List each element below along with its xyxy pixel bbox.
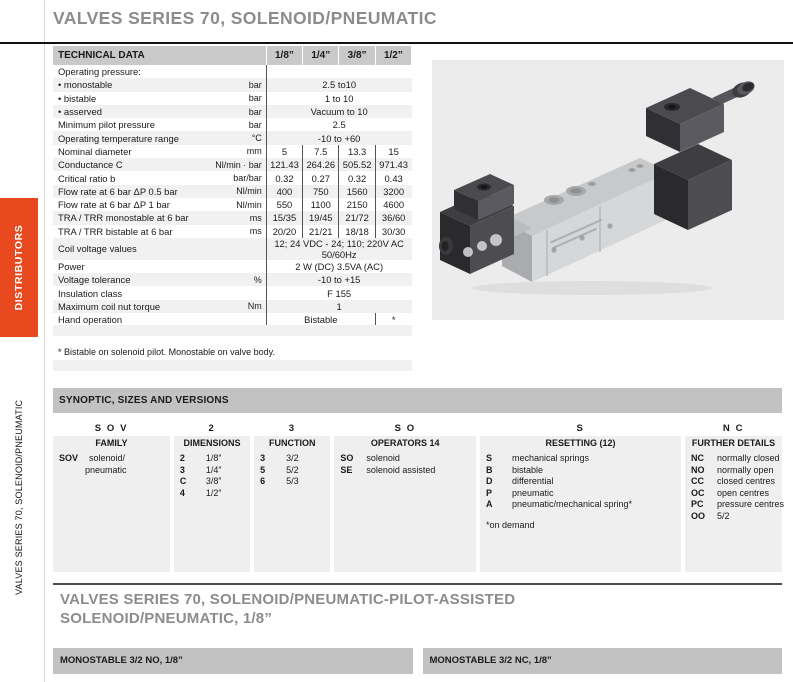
technical-data-note: * Bistable on solenoid pilot. Monostable on valve body. xyxy=(53,345,417,360)
row-value: 21/72 xyxy=(339,211,375,224)
row-value-span: -10 to +60 xyxy=(266,131,411,144)
row-value: 4600 xyxy=(375,198,411,211)
row-label: Critical ratio b xyxy=(53,171,215,184)
row-label: Power xyxy=(53,260,215,273)
bottom-title-line-2: SOLENOID/PNEUMATIC, 1/8” xyxy=(60,610,273,627)
synoptic-column-body xyxy=(480,450,681,572)
row-value: 13.3 xyxy=(339,145,375,158)
row-value: 400 xyxy=(266,185,302,198)
row-value: 30/30 xyxy=(375,225,411,238)
item-code: B xyxy=(485,464,493,475)
list-item xyxy=(480,465,681,477)
synoptic-header xyxy=(53,388,782,413)
subsection-bar-1 xyxy=(53,648,413,674)
item-code: SOV xyxy=(59,453,79,463)
subsection-bar-2 xyxy=(423,648,783,674)
table-bottom-filler-2 xyxy=(53,360,412,371)
list-item xyxy=(254,453,330,465)
row-value-blank xyxy=(266,65,411,78)
table-row xyxy=(53,105,412,118)
synoptic-column-body xyxy=(53,450,170,572)
table-row xyxy=(53,185,412,198)
item-code: C xyxy=(179,476,187,486)
row-value: 0.27 xyxy=(303,171,339,184)
item-label: bistable xyxy=(511,464,543,475)
row-value: 15 xyxy=(375,145,411,158)
table-bottom-filler xyxy=(53,325,412,336)
list-item xyxy=(480,476,681,488)
list-item xyxy=(254,476,330,488)
item-code: D xyxy=(485,476,493,486)
item-label: 1/2” xyxy=(205,487,222,498)
subsection-bar-label: MONOSTABLE 3/2 NC, 1/8” xyxy=(429,655,552,666)
item-code: 5 xyxy=(260,464,266,475)
item-label: pneumatic/mechanical spring* xyxy=(511,499,633,509)
row-label: • monostable xyxy=(53,78,215,91)
row-label: TRA / TRR monostable at 6 bar xyxy=(53,211,215,224)
table-row xyxy=(53,260,412,273)
item-label: 5/2 xyxy=(286,464,299,475)
row-value-span: F 155 xyxy=(266,286,411,299)
item-code: CC xyxy=(691,476,704,486)
synoptic-code: S O xyxy=(334,421,476,436)
synoptic-column-4 xyxy=(334,421,476,569)
item-label: 5/2 xyxy=(717,510,730,521)
solenoid-valve-illustration xyxy=(432,60,784,320)
row-unit: Nl/min xyxy=(215,185,266,198)
row-value-span: 1 xyxy=(266,300,411,313)
synoptic-column-name: OPERATORS 14 xyxy=(334,436,476,450)
list-item xyxy=(685,499,785,511)
item-label: open centres xyxy=(717,487,770,498)
synoptic-column-name: DIMENSIONS xyxy=(174,436,250,450)
table-row xyxy=(53,238,412,260)
item-code: 4 xyxy=(179,487,185,498)
item-code: 6 xyxy=(260,476,266,486)
item-code: PC xyxy=(691,499,704,509)
row-value: 505.52 xyxy=(339,158,375,171)
row-unit: mm xyxy=(215,145,266,158)
row-value: 121.43 xyxy=(266,158,302,171)
rail-vertical-title xyxy=(0,345,38,595)
row-value-span: Vacuum to 10 xyxy=(266,105,411,118)
table-row xyxy=(53,286,412,299)
list-item xyxy=(334,465,476,477)
row-value: 0.32 xyxy=(339,171,375,184)
row-value: 971.43 xyxy=(375,158,411,171)
synoptic-column-body xyxy=(174,450,250,572)
row-value: 2150 xyxy=(339,198,375,211)
item-label: solenoid assisted xyxy=(366,464,436,475)
row-value: 750 xyxy=(303,185,339,198)
item-label: pneumatic xyxy=(511,487,554,498)
row-value: 0.32 xyxy=(266,171,302,184)
item-label: 1/4” xyxy=(205,464,222,475)
table-row xyxy=(53,171,412,184)
synoptic-code: S xyxy=(480,421,681,436)
row-value-span: 1 to 10 xyxy=(266,92,411,105)
item-label: normally closed xyxy=(717,453,780,463)
synoptic-column-name: FUNCTION xyxy=(254,436,330,450)
row-label: Flow rate at 6 bar ΔP 0.5 bar xyxy=(53,185,215,198)
size-column-header-1: 1/8” xyxy=(266,46,302,65)
synoptic-footnote: *on demand xyxy=(485,519,535,530)
table-row xyxy=(53,273,412,286)
synoptic-column-body xyxy=(334,450,476,572)
table-row xyxy=(53,92,412,105)
row-unit: bar xyxy=(215,118,266,131)
item-code: OO xyxy=(691,510,706,521)
row-value-span: 12; 24 VDC - 24; 110; 220V AC 50/60Hz xyxy=(266,238,411,260)
distributors-label: DISTRIBUTORS xyxy=(13,224,25,311)
item-code: A xyxy=(485,499,493,509)
synoptic-column-body xyxy=(685,450,785,572)
synoptic-header-label: SYNOPTIC, SIZES AND VERSIONS xyxy=(59,395,229,406)
list-item xyxy=(685,465,782,477)
row-value-footnote: * xyxy=(375,313,411,326)
row-unit xyxy=(215,65,266,78)
row-value-span: -10 to +15 xyxy=(266,273,411,286)
item-label: solenoid/ xyxy=(89,453,126,463)
row-value: 264.26 xyxy=(303,158,339,171)
synoptic-column-name: FAMILY xyxy=(53,436,170,450)
item-label: 1/8” xyxy=(205,453,222,463)
row-unit: ms xyxy=(215,225,266,238)
synoptic-column-6 xyxy=(685,421,785,569)
list-item xyxy=(480,453,681,465)
item-label: mechanical springs xyxy=(511,453,590,463)
item-code: 3 xyxy=(179,464,185,475)
table-row xyxy=(53,300,412,313)
row-label: Flow rate at 6 bar ΔP 1 bar xyxy=(53,198,215,211)
row-value: 1560 xyxy=(339,185,375,198)
row-value: 19/45 xyxy=(303,211,339,224)
row-unit: % xyxy=(215,273,266,286)
size-column-header-2: 1/4” xyxy=(303,46,339,65)
row-label: Operating temperature range xyxy=(53,131,215,144)
item-code: 2 xyxy=(179,453,185,463)
row-value: 1100 xyxy=(303,198,339,211)
row-unit: ms xyxy=(215,211,266,224)
row-value: 36/60 xyxy=(375,211,411,224)
row-label: Insulation class xyxy=(53,286,215,299)
table-row xyxy=(53,65,412,78)
synoptic-column-5 xyxy=(480,421,681,569)
list-item xyxy=(254,465,330,477)
top-divider xyxy=(0,42,793,44)
technical-data-header-label: TECHNICAL DATA xyxy=(53,46,266,65)
list-item xyxy=(685,476,782,488)
row-value: 21/21 xyxy=(303,225,339,238)
item-code: NO xyxy=(691,464,705,475)
row-label: • asserved xyxy=(53,105,215,118)
synoptic-column-body xyxy=(254,450,330,572)
technical-data-table xyxy=(53,46,412,326)
list-item xyxy=(685,488,782,500)
list-item xyxy=(334,453,476,465)
row-unit: bar/bar xyxy=(215,171,266,184)
bottom-subsection-bars xyxy=(53,648,782,674)
row-value: 0.43 xyxy=(375,171,411,184)
item-label: closed centres xyxy=(717,476,776,486)
row-value: 7.5 xyxy=(303,145,339,158)
row-value: 15/35 xyxy=(266,211,302,224)
table-row xyxy=(53,198,412,211)
row-unit: bar xyxy=(215,105,266,118)
product-photo xyxy=(432,60,784,320)
rail-vertical-title-text: VALVES SERIES 70, SOLENOID/PNEUMATIC xyxy=(14,399,24,595)
row-unit: Nl/min xyxy=(215,198,266,211)
row-label: TRA / TRR bistable at 6 bar xyxy=(53,225,215,238)
row-value: 20/20 xyxy=(266,225,302,238)
row-unit xyxy=(215,286,266,299)
bottom-divider xyxy=(53,583,782,585)
item-code: NC xyxy=(691,453,704,463)
item-label-continuation: pneumatic xyxy=(85,464,127,475)
row-label: Voltage tolerance xyxy=(53,273,215,286)
table-row xyxy=(53,158,412,171)
row-label: Operating pressure: xyxy=(53,65,215,78)
row-unit: Nl/min · bar xyxy=(215,158,266,171)
row-value-span: 2.5 to10 xyxy=(266,78,411,91)
row-value-span: 2 W (DC) 3.5VA (AC) xyxy=(266,260,411,273)
list-item xyxy=(174,476,250,488)
left-rail xyxy=(0,0,45,682)
row-label: Conductance C xyxy=(53,158,215,171)
synoptic-code: 2 xyxy=(174,421,250,436)
list-item xyxy=(53,453,170,465)
item-label: 5/3 xyxy=(286,476,299,486)
row-unit: bar xyxy=(215,78,266,91)
table-row xyxy=(53,118,412,131)
row-unit: bar xyxy=(215,92,266,105)
synoptic-column-2 xyxy=(174,421,250,569)
row-value-span: 2.5 xyxy=(266,118,411,131)
size-column-header-4: 1/2” xyxy=(375,46,411,65)
table-row xyxy=(53,211,412,224)
row-label: Minimum pilot pressure xyxy=(53,118,215,131)
list-item xyxy=(174,488,250,500)
row-value-span: Bistable xyxy=(266,313,375,326)
technical-data-header-row xyxy=(53,46,412,65)
item-label: 3/8” xyxy=(205,476,222,486)
row-value: 3200 xyxy=(375,185,411,198)
item-code: SO xyxy=(340,453,354,463)
row-unit xyxy=(215,260,266,273)
list-item xyxy=(480,499,681,511)
synoptic-code: N C xyxy=(685,421,782,436)
item-code: P xyxy=(485,487,492,498)
item-label: differential xyxy=(511,476,554,486)
row-value: 550 xyxy=(266,198,302,211)
list-item xyxy=(174,465,250,477)
synoptic-column-name: RESETTING (12) xyxy=(480,436,681,450)
list-item xyxy=(174,453,250,465)
list-item xyxy=(685,511,782,523)
row-label: Nominal diameter xyxy=(53,145,215,158)
synoptic-code: S O V xyxy=(53,421,170,436)
table-row xyxy=(53,145,412,158)
item-label: 3/2 xyxy=(286,453,299,463)
row-unit xyxy=(215,238,266,260)
row-unit: °C xyxy=(215,131,266,144)
row-label: Coil voltage values xyxy=(53,238,215,260)
item-label: solenoid xyxy=(366,453,400,463)
synoptic-columns xyxy=(53,421,785,569)
list-item xyxy=(685,453,782,465)
row-value: 18/18 xyxy=(339,225,375,238)
page-title: VALVES SERIES 70, SOLENOID/PNEUMATIC xyxy=(53,8,437,28)
bottom-title-line-1: VALVES SERIES 70, SOLENOID/PNEUMATIC-PILOT-ASSISTED xyxy=(60,591,516,608)
item-label: pressure centres xyxy=(717,499,785,509)
row-label: Hand operation xyxy=(53,313,215,326)
item-code: OC xyxy=(691,487,705,498)
item-code: 3 xyxy=(260,453,266,463)
item-code: SE xyxy=(340,464,353,475)
row-unit: Nm xyxy=(215,300,266,313)
size-column-header-3: 3/8” xyxy=(339,46,375,65)
item-label: normally open xyxy=(717,464,774,475)
synoptic-column-1 xyxy=(53,421,170,569)
table-row xyxy=(53,225,412,238)
synoptic-column-3 xyxy=(254,421,330,569)
synoptic-code: 3 xyxy=(254,421,330,436)
bottom-section-title xyxy=(60,590,760,628)
list-item xyxy=(480,488,681,500)
row-label: • bistable xyxy=(53,92,215,105)
row-label: Maximum coil nut torque xyxy=(53,300,215,313)
row-value: 5 xyxy=(266,145,302,158)
table-row xyxy=(53,78,412,91)
subsection-bar-label: MONOSTABLE 3/2 NO, 1/8” xyxy=(60,655,183,666)
item-code: S xyxy=(485,453,492,463)
synoptic-column-name: FURTHER DETAILS xyxy=(685,436,782,450)
table-row xyxy=(53,131,412,144)
distributors-tab[interactable] xyxy=(0,198,38,337)
